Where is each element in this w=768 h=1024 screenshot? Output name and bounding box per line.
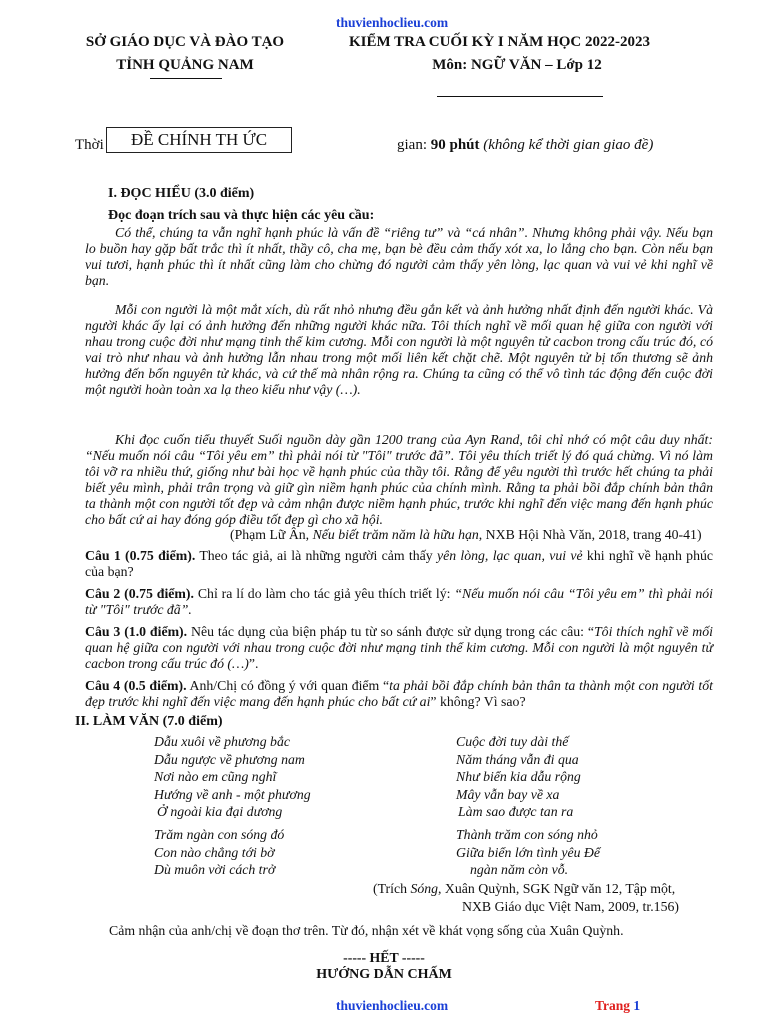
time-suffix: gian:	[397, 137, 431, 153]
poem-line: ngàn năm còn vỗ.	[470, 862, 569, 878]
part2-title: II. LÀM VĂN (7.0 điểm)	[75, 714, 223, 729]
source-publisher: , NXB Hội Nhà Văn, 2018, trang 40-41)	[478, 527, 702, 542]
question-1-text-c: khi nghĩ về hạnh phúc của bạn?	[85, 548, 713, 579]
time-duration: 90 phút	[430, 137, 480, 153]
page-indicator	[595, 998, 640, 1014]
poem-line: Hướng về anh - một phương	[154, 786, 311, 802]
question-2-text-b: “Nếu muốn nói câu “Tôi yêu em” thì phải nói từ "Tôi" trước đã”.	[85, 586, 714, 617]
question-1-text-b: yên lòng, lạc quan, vui vẻ	[436, 548, 583, 563]
poem-line: Thành trăm con sóng nhỏ	[456, 826, 598, 842]
source-author: (Phạm Lữ Ân,	[230, 527, 313, 542]
poem-line: Như biển kia dẫu rộng	[456, 769, 581, 785]
end-marker: ----- HẾT -----	[343, 950, 425, 965]
question-4-text-c: ” không? Vì sao?	[430, 694, 526, 709]
header-right-underline	[437, 96, 603, 97]
question-2-text-a: Chỉ ra lí do làm cho tác giả yêu thích triết lý:	[193, 586, 455, 601]
poem-line: Con nào chẳng tới bờ	[154, 844, 275, 860]
question-4-label: Câu 4 (0.5 điểm).	[85, 678, 187, 693]
poem-citation-line-1	[373, 881, 675, 897]
site-watermark-bottom[interactable]: thuvienhoclieu.com	[336, 998, 449, 1013]
citation-rest: , Xuân Quỳnh, SGK Ngữ văn 12, Tập một,	[438, 881, 676, 896]
poem-line: Ở ngoài kia đại dương	[157, 804, 283, 820]
question-3-text-a: Nêu tác dụng của biện pháp tu từ so sánh được sử dụng trong các câu: “	[187, 624, 594, 639]
question-2	[85, 586, 713, 618]
exam-subject: Môn: NGỮ VĂN – Lớp 12	[432, 57, 602, 73]
question-1	[85, 548, 713, 580]
header-left-underline	[150, 78, 222, 79]
citation-poem-title: Sóng	[410, 881, 439, 896]
page-label: Trang	[595, 998, 634, 1013]
poem-citation-line-2: NXB Giáo dục Việt Nam, 2009, tr.156)	[462, 899, 679, 914]
header-department: SỞ GIÁO DỤC VÀ ĐÀO TẠO	[85, 34, 285, 50]
citation-prefix: (Trích	[373, 881, 411, 896]
time-prefix: Thời	[75, 137, 104, 153]
exam-title: KIỂM TRA CUỐI KỲ I NĂM HỌC 2022-2023	[349, 34, 650, 50]
poem-line: Nơi nào em cũng nghĩ	[154, 769, 277, 785]
time-note: (không kể thời gian giao đề)	[483, 137, 654, 153]
question-1-text-a: Theo tác giả, ai là những người cảm thấy	[195, 548, 437, 563]
poem-right-column	[456, 733, 600, 879]
reading-paragraph-2: Mỗi con người là một mắt xích, dù rất nhỏ nhưng đều gắn kết và ảnh hưởng nhất định đến người khác. Và người khác ấy lại có ảnh hưởng đến những người khác nữa. Tôi thích nghĩ về mối quan hệ giữa con người với nhau trong cuộc đời như mạng tinh thể kim cương. Mỗi con người là một nguyên tử cacbon trong cấu trúc đó, có vai trò như nhau và ảnh hưởng lẫn nhau trong một mối liên kết chặt chẽ. Một nguyên tử bị tổn thương sẽ ảnh hưởng đến bốn nguyên tử khác, và cứ thế mà nhân rộng ra. Chúng ta cũng có thể vô tình tác động đến cuộc đời một người hoàn toàn xa lạ theo kiểu như vậy (…).	[85, 302, 713, 397]
part1-title: I. ĐỌC HIỂU (3.0 điểm)	[108, 186, 255, 201]
part1-instruction: Đọc đoạn trích sau và thực hiện các yêu cầu:	[108, 208, 375, 223]
site-watermark-top[interactable]: thuvienhoclieu.com	[336, 15, 449, 30]
poem-line: Cuộc đời tuy dài thế	[456, 734, 569, 749]
poem-line: Dù muôn vời cách trở	[154, 862, 276, 878]
poem-line: Giữa biển lớn tình yêu Để	[456, 844, 601, 860]
poem-line: Năm tháng vẫn đi qua	[456, 751, 579, 767]
official-exam-stamp-text: ĐỀ CHÍNH TH ỨC	[130, 130, 268, 149]
reading-paragraph-1: Có thể, chúng ta vẫn nghĩ hạnh phúc là vấn đề “riêng tư” và “cá nhân”. Nhưng không phải vậy. Nếu bạn lo buồn hay gặp bất trắc thì ít nhất, thầy cô, cha mẹ, bạn bè đều cảm thấy xót xa, lo lắng cho bạn. Còn nếu bạn vui tươi, hạnh phúc thì ít nhất cũng làm cho chừng đó người cảm thấy yên lòng, lạc quan và vui vẻ khi nghĩ về bạn.	[85, 225, 713, 288]
poem-line: Trăm ngàn con sóng đó	[154, 826, 285, 842]
question-3	[85, 624, 713, 672]
time-line	[397, 137, 653, 154]
question-3-label: Câu 3 (1.0 điểm).	[85, 624, 188, 639]
question-2-label: Câu 2 (0.75 điểm).	[85, 586, 194, 601]
question-4	[85, 678, 713, 710]
reading-paragraph-3: Khi đọc cuốn tiểu thuyết Suối nguồn dày gần 1200 trang của Ayn Rand, tôi chỉ nhớ có một câu duy nhất: “Nếu muốn nói câu “Tôi yêu em” thì phải nói từ "Tôi" trước đã”. Tôi yêu thích triết lý đó quá chừng. Vì nó làm tôi vỡ ra nhiều thứ, giống như bài học về hạnh phúc của thầy tôi. Rằng để yêu người thì trước hết chúng ta phải biết yêu mình, phải trân trọng và giữ gìn niềm hạnh phúc của chính mình. Rằng ta phải bồi đắp chính bản thân ta thành một con người tốt đẹp và cảm nhận được niềm hạnh phúc, trước khi nghĩ đến việc mang đến hạnh phúc cho bất cứ ai hay đóng góp điều tốt đẹp gì cho xã hội.	[85, 432, 713, 527]
question-4-text-a: Anh/Chị có đồng ý với quan điểm “	[186, 678, 390, 693]
source-book: Nếu biết trăm năm là hữu hạn	[312, 527, 479, 542]
official-exam-stamp	[106, 127, 292, 153]
question-4-text-b: ta phải bồi đắp chính bản thân ta thành một con người tốt đẹp trước khi nghĩ đến việc mang đến hạnh phúc cho bất cứ ai	[85, 678, 713, 709]
grading-guide-title: HƯỚNG DẪN CHẤM	[316, 967, 452, 982]
poem-line: Dẫu ngược về phương nam	[154, 751, 305, 767]
poem-line: Mây vẫn bay về xa	[456, 786, 560, 802]
page-number: 1	[633, 998, 641, 1013]
poem-left-column	[154, 733, 311, 879]
poem-line: Làm sao được tan ra	[458, 804, 574, 820]
poem-line: Dẫu xuôi về phương bắc	[154, 734, 290, 749]
reading-source	[230, 527, 702, 543]
header-province: TỈNH QUẢNG NAM	[116, 57, 254, 73]
writing-task: Cảm nhận của anh/chị về đoạn thơ trên. Từ đó, nhận xét về khát vọng sống của Xuân Quỳnh.	[109, 923, 624, 938]
question-3-text-b: Tôi thích nghĩ về mối quan hệ giữa con người với nhau trong cuộc đời như mạng tinh thể kim cương. Mỗi con người là một nguyên tử cacbon trong cấu trúc đó (…)	[85, 624, 714, 671]
question-3-text-c: ”.	[248, 656, 259, 671]
question-1-label: Câu 1 (0.75 điểm).	[85, 548, 196, 563]
